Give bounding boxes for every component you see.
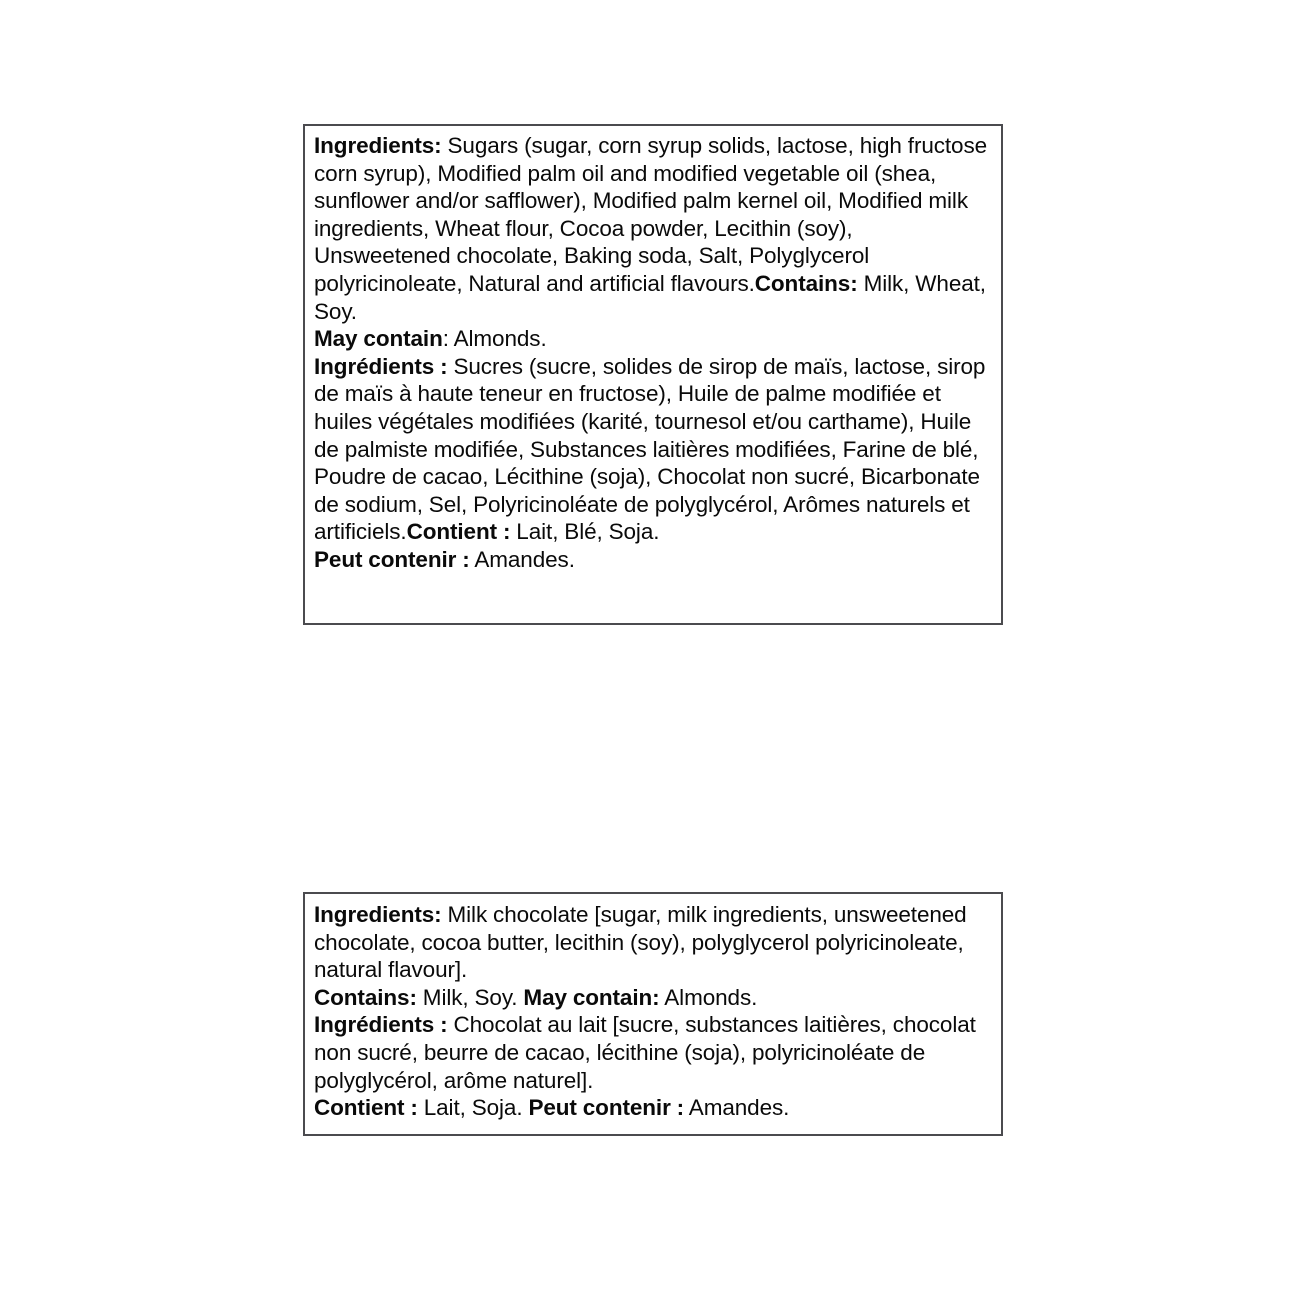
- contains-text-english: Milk, Wheat, Soy.: [314, 270, 986, 324]
- may-contain-text-english: Almonds.: [448, 326, 547, 352]
- may-contain-label-english: May contain: [314, 326, 443, 352]
- ingredients-panel-primary: [303, 124, 1003, 625]
- allergen-statement-english-secondary: [314, 984, 993, 1012]
- ingredients-text-english: Sugars (sugar, corn syrup solids, lactose, high fructose corn syrup), Modified palm oil and modified vegetable oil (shea, sunflower and/or safflower), Modified palm kernel oil, Modified milk ingredients, Wheat flour, Cocoa powder, Lecithin (soy), Unsweetened chocolate, Baking soda, Salt, Polyglycerol polyricinoleate, Natural and artificial flavours.: [314, 133, 988, 296]
- ingredients-text-french: Sucres (sucre, solides de sirop de maïs, lactose, sirop de maïs à haute teneur en fructose), Huile de palme modifiée et huiles végétales modifiées (karité, tournesol et/ou carthame), Huile de palmiste modifiée, Substances laitières modifiées, Farine de blé, Poudre de cacao, Lécithine (soja), Chocolat non sucré, Bicarbonate de sodium, Sel, Polyricinoléate de polyglycérol, Arômes naturels et artificiels.: [314, 353, 986, 545]
- ingredients-statement-french-primary: [314, 353, 993, 546]
- may-contain-text-french: Amandes.: [469, 546, 575, 572]
- may-contain-label-french: Peut contenir :: [314, 546, 470, 572]
- ingredients-label-english: Ingredients:: [314, 902, 442, 927]
- contains-label-english: Contains:: [754, 270, 858, 296]
- contains-text-french: Lait, Soja.: [417, 1095, 529, 1121]
- may-contain-label-english: May contain:: [523, 984, 660, 1010]
- ingredients-text-english: Milk chocolate [sugar, milk ingredients, unsweetened chocolate, cocoa butter, lecithin (soy), polyglycerol polyricinoleate, natural flavour].: [314, 902, 967, 983]
- contains-label-english: Contains:: [314, 984, 417, 1010]
- contains-label-french: Contient :: [406, 519, 511, 545]
- may-contain-text-english: Almonds.: [659, 984, 758, 1010]
- contains-text-english: Milk, Soy.: [416, 984, 524, 1010]
- may-contain-text-french: Amandes.: [684, 1095, 790, 1121]
- ingredients-statement-english-primary: [314, 132, 993, 325]
- ingredients-label-english: Ingredients:: [314, 133, 442, 158]
- ingredients-statement-english-secondary: [314, 901, 993, 984]
- allergen-statement-french-secondary: [314, 1094, 993, 1122]
- ingredients-statement-french-secondary: [314, 1011, 993, 1094]
- contains-label-french: Contient :: [314, 1095, 418, 1121]
- may-contain-statement-french-primary: [314, 546, 993, 574]
- ingredients-text-french: Chocolat au lait [sucre, substances laitières, chocolat non sucré, beurre de cacao, lécithine (soja), polyricinoléate de polyglycérol, arôme naturel].: [314, 1012, 976, 1093]
- ingredients-label-french: Ingrédients :: [314, 353, 448, 379]
- ingredients-label-french: Ingrédients :: [314, 1012, 448, 1038]
- may-contain-label-french: Peut contenir :: [528, 1095, 685, 1121]
- may-contain-statement-english-primary: [314, 325, 993, 353]
- may-contain-colon-english: :: [442, 326, 449, 352]
- contains-text-french: Lait, Blé, Soja.: [510, 519, 660, 545]
- ingredients-panel-secondary: [303, 892, 1003, 1136]
